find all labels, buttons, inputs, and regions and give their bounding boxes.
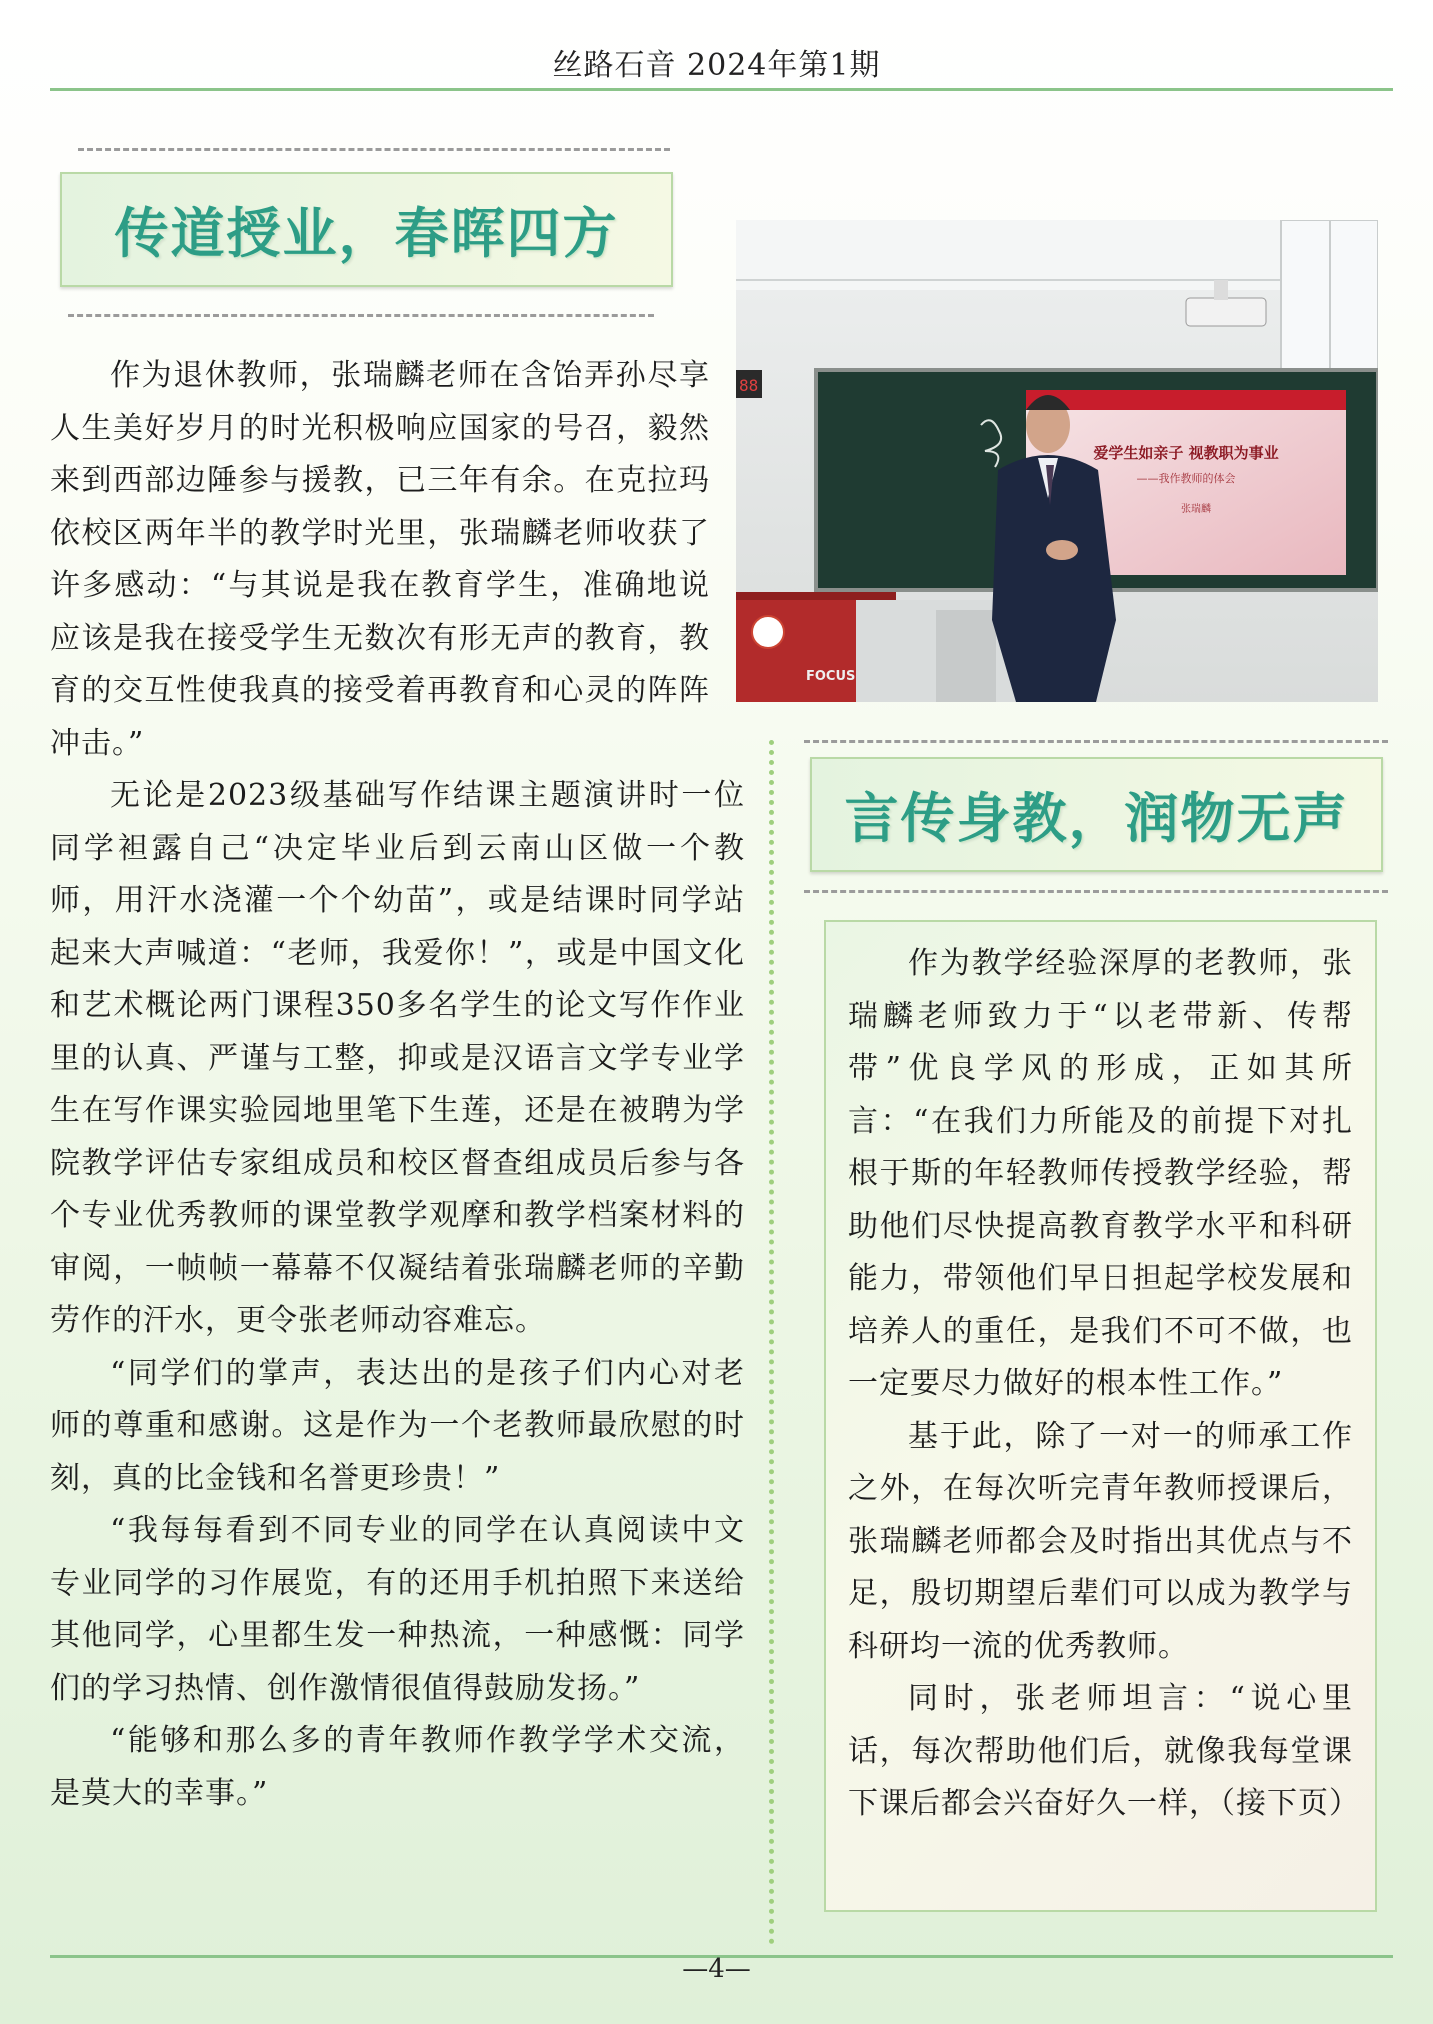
header-divider (50, 88, 1393, 91)
section1-body (50, 350, 745, 1820)
section2-title-box (810, 757, 1383, 872)
section1-title-box (60, 172, 673, 287)
section2-paragraph: 基于此，除了一对一的师承工作之外，在每次听完青年教师授课后，张瑞麟老师都会及时指出其优点与不足，殷切期望后辈们可以成为教学与科研均一流的优秀教师。 (848, 1418, 1353, 1664)
title-dash-top (78, 148, 670, 151)
section1-paragraph: “我每每看到不同专业的同学在认真阅读中文专业同学的习作展览，有的还用手机拍照下来送给其他同学，心里都生发一种热流，一种感慨：同学们的学习热情、创作激情很值得鼓励发扬。” (50, 1513, 745, 1706)
title2-dash-top (804, 740, 1388, 743)
section2-paragraph: 作为教学经验深厚的老教师，张瑞麟老师致力于“以老带新、传帮带”优良学风的形成，正如其所言：“在我们力所能及的前提下对扎根于斯的年轻教师传授教学经验，帮助他们尽快提高教育教学水平和科研能力，带领他们早日担起学校发展和培养人的重任，是我们不可不做，也一定要尽力做好的根本性工作。” (848, 946, 1353, 1401)
slide-title: 爱学生如亲子 视教职为事业 (1093, 444, 1279, 462)
title-dash-bottom (68, 314, 654, 317)
page-number: —4— (682, 1954, 751, 1984)
section2-paragraph: 同时，张老师坦言：“说心里话，每次帮助他们后，就像我每堂课下课后都会兴奋好久一样，（接下页） (848, 1681, 1360, 1821)
section2-title: 言传身教，润物无声 (844, 787, 1349, 850)
section1-paragraph: 作为退休教师，张瑞麟老师在含饴弄孙尽享人生美好岁月的时光积极响应国家的号召，毅然来到西部边陲参与援教，已三年有余。在克拉玛依校区两年半的教学时光里，张瑞麟老师收获了许多感动：“与其说是我在教育学生，准确地说应该是我在接受学生无数次有形无声的教育，教育的交互性使我真的接受着再教育和心灵的阵阵冲击。” (50, 358, 710, 761)
section1-paragraph: 无论是2023级基础写作结课主题演讲时一位同学袒露自己“决定毕业后到云南山区做一个教师，用汗水浇灌一个个幼苗”，或是结课时同学站起来大声喊道：“老师，我爱你！”，或是中国文化和艺术概论两门课程350多名学生的论文写作作业里的认真、严谨与工整，抑或是汉语言文学专业学生在写作课实验园地里笔下生莲，还是在被聘为学院教学评估专家组成员和校区督查组成员后参与各个专业优秀教师的课堂教学观摩和教学档案材料的审阅，一帧帧一幕幕不仅凝结着张瑞麟老师的辛勤劳作的汗水，更令张老师动容难忘。 (50, 778, 745, 1338)
section1-paragraph: “能够和那么多的青年教师作教学学术交流，是莫大的幸事。” (50, 1723, 745, 1811)
section1-title: 传道授业，春晖四方 (114, 202, 619, 265)
slide-subtitle: ——我作教师的体会 (1136, 472, 1236, 485)
slide-author: 张瑞麟 (1181, 504, 1211, 515)
issue-header: 丝路石音 2024年第1期 (552, 48, 881, 83)
section2-body (824, 920, 1377, 1912)
column-divider (769, 740, 774, 1945)
clock-digits: 88 (739, 376, 759, 395)
podium-brand: FOCUS (806, 669, 856, 684)
title2-dash-bottom (804, 890, 1388, 893)
school-logo-icon (752, 616, 784, 648)
section1-paragraph: “同学们的掌声，表达出的是孩子们内心对老师的尊重和感谢。这是作为一个老教师最欣慰的时刻，真的比金钱和名誉更珍贵！” (50, 1355, 745, 1496)
classroom-photo (736, 220, 1378, 702)
classroom-photo-svg (736, 220, 1378, 702)
